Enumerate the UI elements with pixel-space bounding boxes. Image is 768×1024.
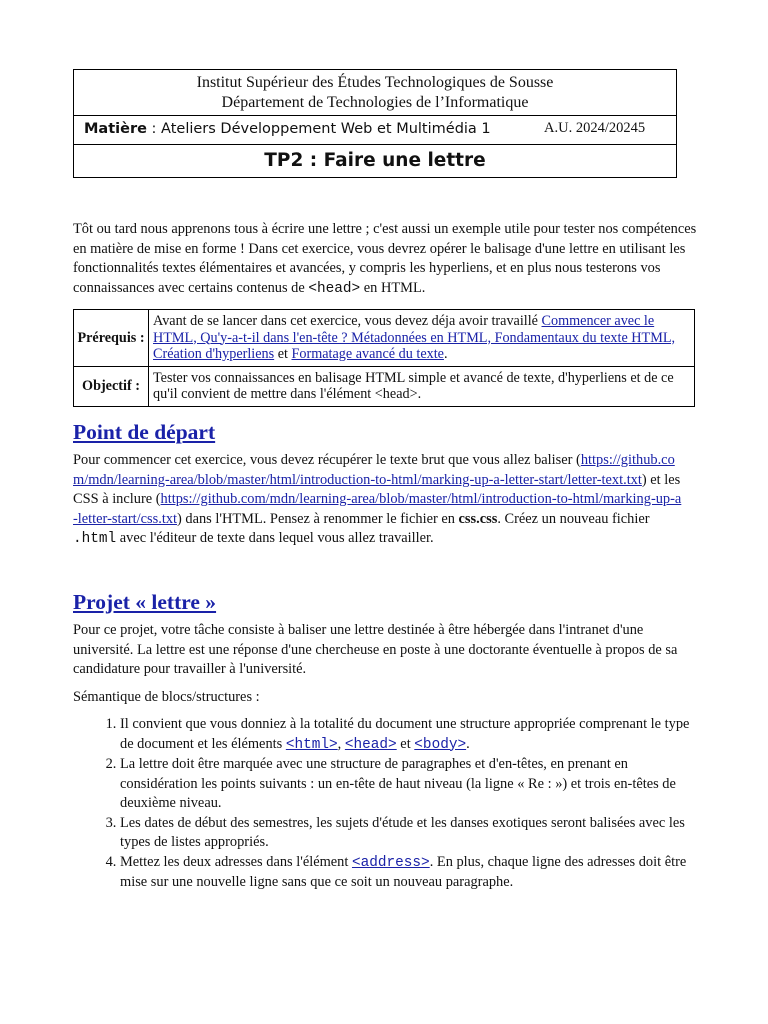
- prerequisites-row: [74, 310, 695, 367]
- subject-label: Matière: [84, 121, 147, 137]
- list-item: 4. Mettez les deux adresses dans l'élément <address>. En plus, chaque ligne des adresses doit être mise sur une nouvelle ligne sans que ce soit un nouveau paragraphe.: [120, 853, 693, 893]
- list-item: 3. Les dates de début des semestres, les sujets d'étude et les danses exotiques seront balisées avec les types de listes appropriés.: [120, 814, 693, 853]
- department-name: Département de Technologies de l’Informatique: [221, 94, 529, 111]
- start-paragraph: Pour commencer cet exercice, vous devez récupérer le texte brut que vous allez baliser (https://github.com/mdn/learning-area/blob/master/html/introduction-to-html/marking-up-a-letter-start/letter-text.txt) et les CSS à inclure (https://github.com/mdn/learning-area/blob/master/html/introduction-to-html/marking-up-a-letter-start/css.txt) dans l'HTML. Pensez à renommer le fichier en css.css. Créez un nouveau fichier .html avec l'éditeur de texte dans lequel vous allez travailler.: [73, 452, 682, 547]
- body-tag-code: <body>: [414, 736, 467, 753]
- head-code: <head>: [308, 280, 361, 297]
- prerequisites-text: Avant de se lancer dans cet exercice, vous devez déja avoir travaillé Commencer avec le HTML, Qu'y-a-t-il dans l'en-tête ? Métadonnées en HTML, Fondamentaux du texte HTML, Création d'hyperliens et Formatage avancé du texte.: [149, 310, 695, 367]
- list-item: 2. La lettre doit être marquée avec une structure de paragraphes et d'en-têtes, en prenant en considération les points suivants : un en-tête de haut niveau (la ligne « Re : ») et trois en-têtes de deuxième niveau.: [120, 755, 693, 814]
- head-tag-code: <head>: [344, 736, 397, 753]
- institute-name: Institut Supérieur des Études Technologiques de Sousse: [196, 74, 554, 91]
- letter-text-link[interactable]: https://github.com/mdn/learning-area/blob/master/html/introduction-to-html/marking-up-a-letter-start/letter-text.txt: [73, 452, 675, 488]
- institution-block: [74, 70, 676, 116]
- course-header: [73, 69, 677, 178]
- prerequisites-link-advanced[interactable]: Formatage avancé du texte: [291, 346, 444, 362]
- subject-value: Ateliers Développement Web et Multimédia 1: [161, 121, 491, 137]
- html-tag-code: <html>: [285, 736, 338, 753]
- section-heading-project: Projet « lettre »: [73, 590, 217, 614]
- academic-year: A.U. 2024/20245: [544, 120, 646, 136]
- objective-row: [74, 366, 695, 406]
- project-paragraph: Pour ce projet, votre tâche consiste à baliser une lettre destinée à être hébergée dans l'intranet d'une université. La lettre est une réponse d'une chercheuse en poste à une doctorante éventuelle à propos de sa candidature pour travailler à l'université.: [73, 622, 678, 677]
- css-filename: css.css: [458, 510, 498, 527]
- prerequisites-link-basics[interactable]: Commencer avec le HTML, Qu'y-a-t-il dans l'en-tête ? Métadonnées en HTML, Fondamentaux du texte HTML, Création d'hyperliens: [153, 313, 676, 362]
- requirements-table: [73, 309, 695, 407]
- semantics-paragraph: Sémantique de blocs/structures :: [73, 689, 260, 705]
- intro-paragraph: Tôt ou tard nous apprenons tous à écrire une lettre ; c'est aussi un exemple utile pour tester nos compétences en matière de mise en forme ! Dans cet exercice, vous devrez opérer le balisage d'une lettre en utilisant les fonctionnalités textes élémentaires et avancées, y compris les hyperliens, et en plus nous testerons vos connaissances avec certains contenus de <head> en HTML.: [73, 221, 697, 297]
- tp-title: TP2 : Faire une lettre: [264, 150, 486, 171]
- objective-text: Tester vos connaissances en balisage HTML simple et avancé de texte, d'hyperliens et de ce qu'il convient de mettre dans l'élément <head>.: [149, 366, 695, 406]
- subject: Matière : Ateliers Développement Web et Multimédia 1: [84, 121, 491, 137]
- instructions-list: [73, 715, 693, 893]
- objective-label: Objectif :: [74, 366, 149, 406]
- prerequisites-label: Prérequis :: [74, 310, 149, 367]
- list-item: 1. Il convient que vous donniez à la totalité du document une structure appropriée comprenant le type de document et les éléments <html>, <head> et <body>.: [120, 715, 693, 755]
- html-extension-code: .html: [73, 531, 117, 547]
- section-heading-start: Point de départ: [73, 420, 216, 444]
- address-tag-code: <address>: [351, 854, 430, 871]
- subject-row: [74, 116, 676, 145]
- css-text-link[interactable]: https://github.com/mdn/learning-area/blob/master/html/introduction-to-html/marking-up-a-letter-start/css.txt: [73, 491, 682, 527]
